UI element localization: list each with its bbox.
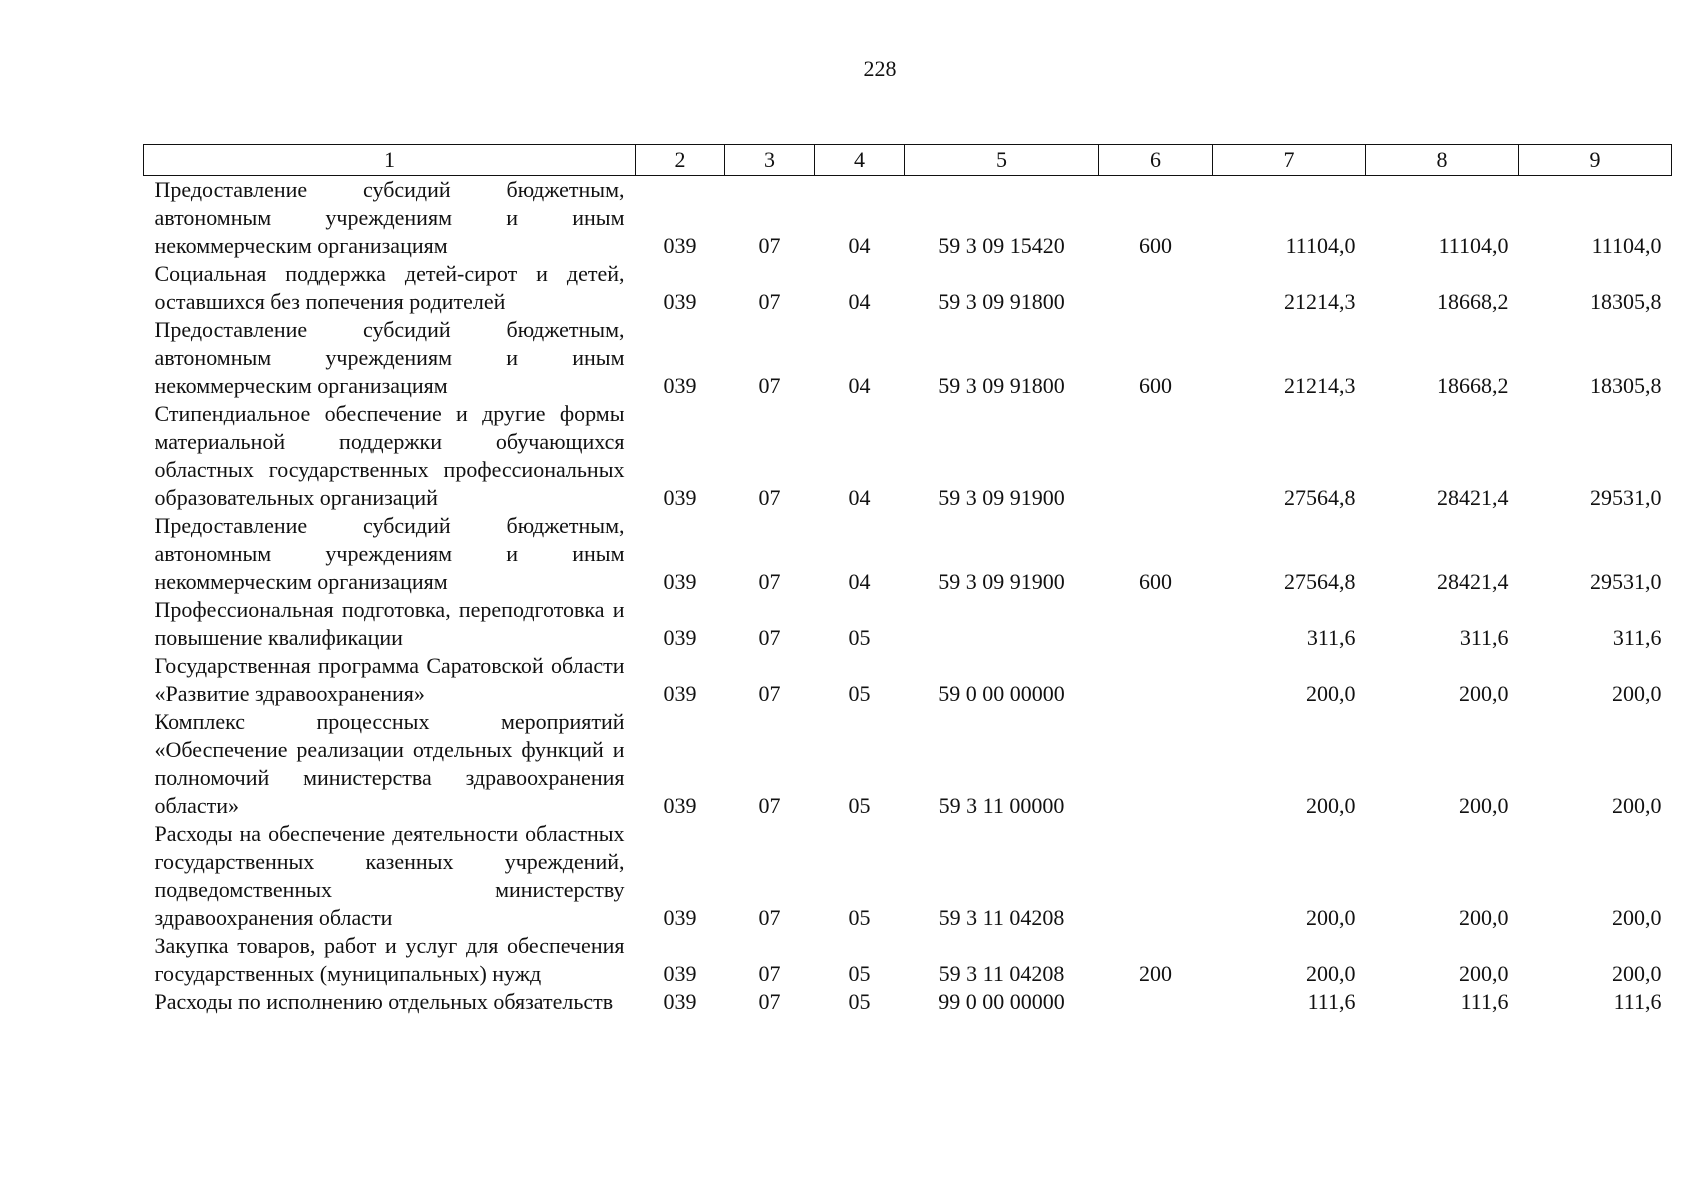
column-header-1: 1: [144, 145, 636, 176]
target-article-cell: 59 3 09 91900: [938, 569, 1065, 594]
section-code-cell: 07: [758, 289, 781, 314]
item-name-cell: Социальная поддержка детей-сирот и детей, оставшихся без попечения родителей: [154, 261, 625, 314]
amount-col7-cell: 200,0: [1306, 905, 1356, 930]
amount-col7-cell: 200,0: [1306, 793, 1356, 818]
table-row: [144, 400, 1672, 512]
amount-col8-cell: 311,6: [1459, 625, 1509, 650]
amount-col7-cell: 111,6: [1307, 989, 1356, 1014]
item-name-cell: Комплекс процессных мероприятий «Обеспечение реализации отдельных функций и полномочий министерства здравоохранения области»: [154, 709, 625, 818]
amount-col8-cell: 28421,4: [1437, 485, 1509, 510]
target-article-cell: 59 3 11 00000: [938, 793, 1065, 818]
subsection-code-cell: 04: [848, 485, 871, 510]
column-header-6: 6: [1099, 145, 1213, 176]
column-header-9: 9: [1519, 145, 1672, 176]
amount-col9-cell: 29531,0: [1590, 485, 1662, 510]
amount-col9-cell: 311,6: [1612, 625, 1662, 650]
target-article-cell: 59 3 11 04208: [938, 905, 1065, 930]
table-row: [144, 988, 1672, 1016]
amount-col8-cell: 111,6: [1460, 989, 1509, 1014]
column-header-2: 2: [636, 145, 725, 176]
subsection-code-cell: 04: [848, 233, 871, 258]
amount-col9-cell: 29531,0: [1590, 569, 1662, 594]
ministry-code-cell: 039: [663, 681, 697, 706]
amount-col9-cell: 111,6: [1613, 989, 1662, 1014]
section-code-cell: 07: [758, 485, 781, 510]
table-row: [144, 820, 1672, 932]
table-body: [144, 176, 1672, 1017]
amount-col7-cell: 21214,3: [1284, 289, 1356, 314]
expense-type-cell: [1099, 708, 1213, 820]
amount-col8-cell: 28421,4: [1437, 569, 1509, 594]
target-article-cell: 59 3 11 04208: [938, 961, 1065, 986]
ministry-code-cell: 039: [663, 569, 697, 594]
amount-col8-cell: 200,0: [1459, 793, 1509, 818]
ministry-code-cell: 039: [663, 233, 697, 258]
item-name-cell: Стипендиальное обеспечение и другие формы материальной поддержки обучающихся областных государственных профессиональных образовательных организаций: [154, 401, 625, 510]
expense-type-cell: [1099, 988, 1213, 1016]
amount-col8-cell: 200,0: [1459, 905, 1509, 930]
amount-col7-cell: 11104,0: [1285, 233, 1356, 258]
subsection-code-cell: 05: [848, 793, 871, 818]
column-header-4: 4: [815, 145, 905, 176]
column-header-8: 8: [1366, 145, 1519, 176]
ministry-code-cell: 039: [663, 989, 697, 1014]
section-code-cell: 07: [758, 625, 781, 650]
amount-col9-cell: 200,0: [1612, 793, 1662, 818]
amount-col8-cell: 200,0: [1459, 961, 1509, 986]
amount-col8-cell: 18668,2: [1437, 289, 1509, 314]
amount-col9-cell: 18305,8: [1590, 373, 1662, 398]
ministry-code-cell: 039: [663, 373, 697, 398]
table-row: [144, 512, 1672, 596]
target-article-cell: 59 3 09 91900: [938, 485, 1065, 510]
ministry-code-cell: 039: [663, 905, 697, 930]
amount-col7-cell: 200,0: [1306, 961, 1356, 986]
table-row: [144, 176, 1672, 261]
expense-type-cell: 600: [1139, 569, 1172, 594]
table-row: [144, 652, 1672, 708]
table-row: [144, 932, 1672, 988]
table-row: [144, 316, 1672, 400]
target-article-cell: 59 0 00 00000: [938, 681, 1065, 706]
expense-type-cell: [1099, 596, 1213, 652]
table-row: [144, 596, 1672, 652]
section-code-cell: 07: [758, 793, 781, 818]
section-code-cell: 07: [758, 989, 781, 1014]
amount-col9-cell: 200,0: [1612, 681, 1662, 706]
table-row: [144, 708, 1672, 820]
amount-col7-cell: 200,0: [1306, 681, 1356, 706]
amount-col8-cell: 200,0: [1459, 681, 1509, 706]
amount-col7-cell: 27564,8: [1284, 485, 1356, 510]
item-name-cell: Расходы по исполнению отдельных обязательств: [154, 989, 614, 1014]
amount-col8-cell: 11104,0: [1438, 233, 1509, 258]
expense-type-cell: [1099, 260, 1213, 316]
section-code-cell: 07: [758, 233, 781, 258]
ministry-code-cell: 039: [663, 625, 697, 650]
target-article-cell: 59 3 09 91800: [938, 373, 1065, 398]
item-name-cell: Предоставление субсидий бюджетным, автономным учреждениям и иным некоммерческим организациям: [154, 177, 625, 258]
amount-col9-cell: 18305,8: [1590, 289, 1662, 314]
amount-col7-cell: 311,6: [1306, 625, 1356, 650]
target-article-cell: [905, 596, 1099, 652]
item-name-cell: Государственная программа Саратовской области «Развитие здравоохранения»: [154, 653, 625, 706]
section-code-cell: 07: [758, 681, 781, 706]
amount-col9-cell: 200,0: [1612, 905, 1662, 930]
column-header-5: 5: [905, 145, 1099, 176]
section-code-cell: 07: [758, 905, 781, 930]
ministry-code-cell: 039: [663, 289, 697, 314]
amount-col7-cell: 21214,3: [1284, 373, 1356, 398]
item-name-cell: Профессиональная подготовка, переподготовка и повышение квалификации: [154, 597, 625, 650]
subsection-code-cell: 04: [848, 569, 871, 594]
section-code-cell: 07: [758, 961, 781, 986]
section-code-cell: 07: [758, 373, 781, 398]
subsection-code-cell: 05: [848, 681, 871, 706]
amount-col9-cell: 200,0: [1612, 961, 1662, 986]
column-header-7: 7: [1213, 145, 1366, 176]
expense-type-cell: [1099, 652, 1213, 708]
expense-type-cell: 600: [1139, 233, 1172, 258]
column-header-3: 3: [725, 145, 815, 176]
amount-col9-cell: 11104,0: [1591, 233, 1662, 258]
page-number: 228: [863, 56, 897, 81]
column-number-row: [144, 145, 1672, 176]
expense-type-cell: [1099, 400, 1213, 512]
expense-type-cell: 600: [1139, 373, 1172, 398]
budget-table: [143, 144, 1672, 1016]
item-name-cell: Закупка товаров, работ и услуг для обеспечения государственных (муниципальных) нужд: [154, 933, 625, 986]
subsection-code-cell: 05: [848, 989, 871, 1014]
amount-col8-cell: 18668,2: [1437, 373, 1509, 398]
ministry-code-cell: 039: [663, 961, 697, 986]
subsection-code-cell: 05: [848, 961, 871, 986]
item-name-cell: Предоставление субсидий бюджетным, автономным учреждениям и иным некоммерческим организациям: [154, 317, 625, 398]
target-article-cell: 59 3 09 91800: [938, 289, 1065, 314]
section-code-cell: 07: [758, 569, 781, 594]
expense-type-cell: [1099, 820, 1213, 932]
amount-col7-cell: 27564,8: [1284, 569, 1356, 594]
table-row: [144, 260, 1672, 316]
target-article-cell: 99 0 00 00000: [938, 989, 1065, 1014]
ministry-code-cell: 039: [663, 485, 697, 510]
subsection-code-cell: 04: [848, 373, 871, 398]
subsection-code-cell: 05: [848, 905, 871, 930]
target-article-cell: 59 3 09 15420: [938, 233, 1065, 258]
subsection-code-cell: 05: [848, 625, 871, 650]
ministry-code-cell: 039: [663, 793, 697, 818]
item-name-cell: Предоставление субсидий бюджетным, автономным учреждениям и иным некоммерческим организациям: [154, 513, 625, 594]
item-name-cell: Расходы на обеспечение деятельности областных государственных казенных учреждений, подведомственных министерству здравоохранения области: [154, 821, 625, 930]
expense-type-cell: 200: [1139, 961, 1172, 986]
subsection-code-cell: 04: [848, 289, 871, 314]
